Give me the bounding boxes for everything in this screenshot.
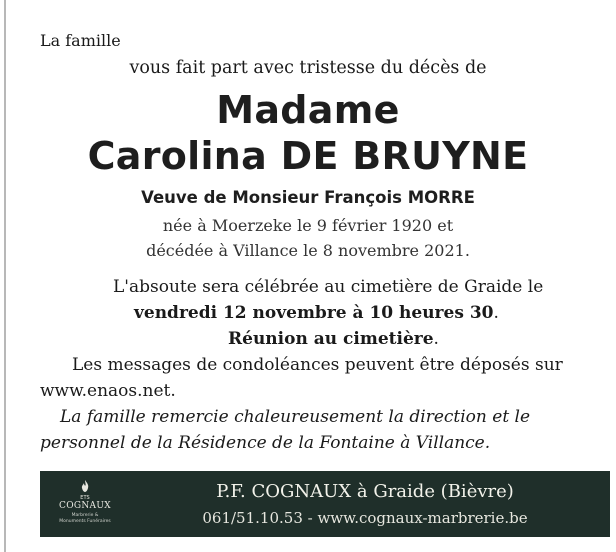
logo-subtitle [50, 513, 120, 525]
ceremony-date-end: . [493, 303, 499, 323]
ceremony-text: L'absoute sera célébrée au cimetière de Graide le [113, 277, 544, 297]
death-info: décédée à Villance le 8 novembre 2021. [146, 241, 470, 260]
intro-announcement: vous fait part avec tristesse du décès de [129, 58, 487, 78]
logo-name: COGNAUX [59, 501, 111, 511]
meeting-info [228, 329, 439, 349]
advert-contact: 061/51.10.53 - www.cognaux-marbrerie.be [202, 509, 528, 527]
ceremony-date-bold: vendredi 12 novembre à 10 heures 30 [134, 303, 494, 323]
title-name: Carolina DE BRUYNE [87, 134, 529, 178]
logo-sub1: Marbrerie & [71, 513, 99, 518]
thanks-line1: La famille remercie chaleureusement la direction et le [60, 407, 531, 427]
logo-prefix: ETS [80, 495, 90, 501]
messages-line1: Les messages de condoléances peuvent être déposés sur [72, 355, 563, 375]
title-honorific: Madame [216, 88, 400, 132]
messages-line2: www.enaos.net. [40, 381, 176, 401]
ceremony-date [134, 303, 499, 323]
logo-sub2: Monuments Funéraires [59, 519, 111, 524]
birth-info: née à Moerzeke le 9 février 1920 et [162, 216, 454, 235]
intro-family: La famille [40, 31, 121, 50]
meeting-end: . [433, 329, 439, 349]
meeting-bold: Réunion au cimetière [228, 329, 434, 349]
advert-company: P.F. COGNAUX à Graide (Bièvre) [216, 481, 514, 502]
widow-of: Veuve de Monsieur François MORRE [141, 188, 475, 207]
thanks-line2: personnel de la Résidence de la Fontaine à Villance. [40, 433, 491, 453]
flame-icon [78, 479, 92, 493]
cognaux-logo [50, 477, 120, 531]
funeral-home-advert [40, 471, 610, 537]
